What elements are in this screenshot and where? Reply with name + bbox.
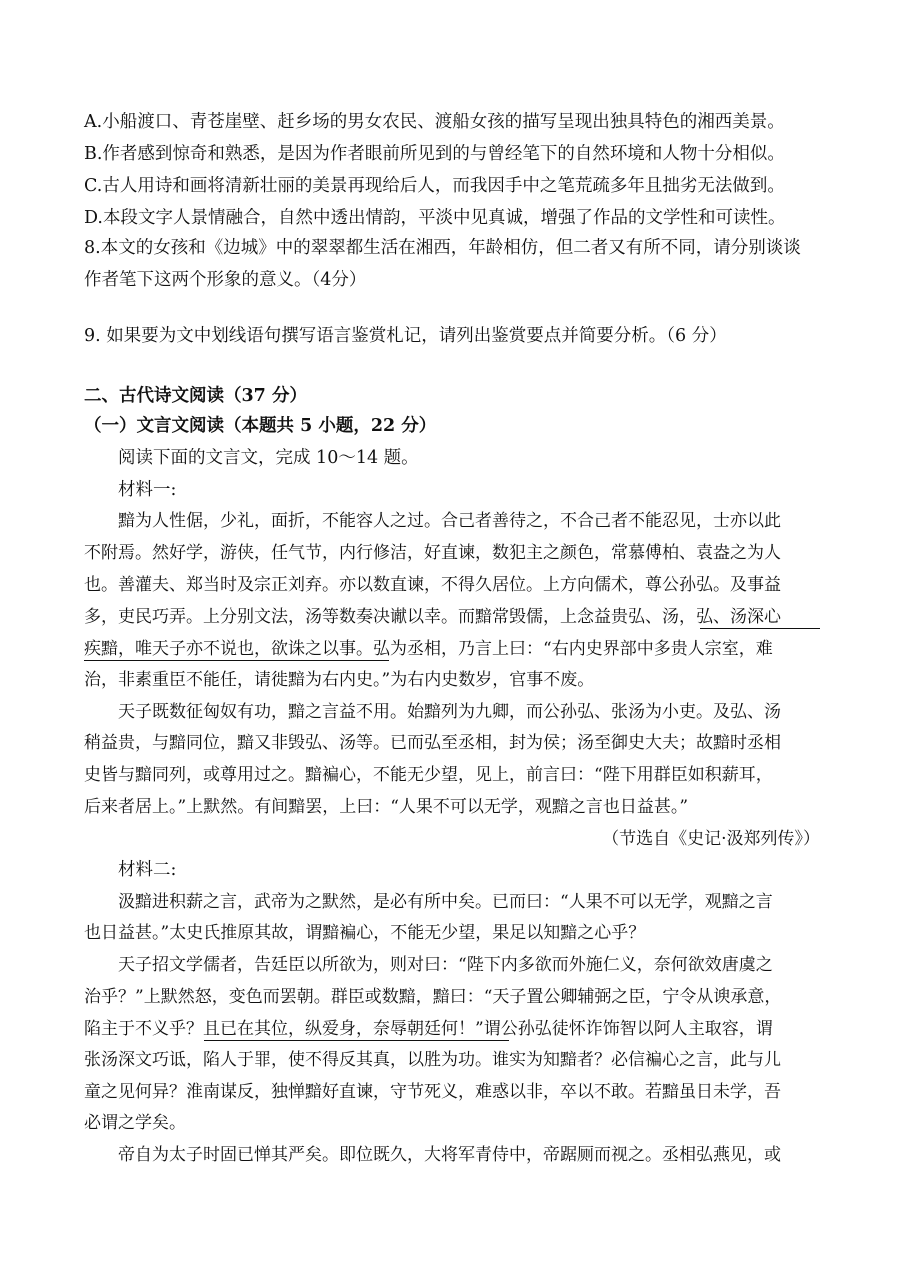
material-2-line: 治乎？”上默然怒，变色而罢朝。群臣或数黯，黯曰：“天子置公卿辅弼之臣，宁令从谀承意， [84,987,782,1007]
material-1-line: 不附焉。然好学，游侠，任气节，内行修洁，好直谏，数犯主之颜色，常慕傅柏、袁盎之为人 [84,543,781,563]
material-1-line: 疾黯，唯天子亦不说也，欲诛之以事。弘为丞相，乃言上曰：“右内史界部中多贵人宗室，难 [84,639,773,659]
option-c: C.古人用诗和画将清新壮丽的美景再现给后人，而我因手中之笔荒疏多年且拙劣无法做到。 [84,176,785,196]
material-1-label: 材料一: [118,480,177,500]
material-1-line: 黯为人性倨，少礼，面折，不能容人之过。合己者善待之，不合己者不能忍见，士亦以此 [118,511,781,531]
material-2-line: 必谓之学矣。 [84,1113,186,1133]
material-1-line: 治，非素重臣不能任，请徙黯为右内史。”为右内史数岁，官事不废。 [84,670,595,690]
question-8-line-2: 作者笔下这两个形象的意义。（4分） [84,270,367,290]
material-2-line: 陷主于不义乎？且已在其位，纵爱身，奈辱朝廷何！”谓公孙弘徒怀诈饰智以阿人主取容，谓 [84,1019,773,1039]
question-8-line-1: 8.本文的女孩和《边城》中的翠翠都生活在湘西，年龄相仿，但二者又有所不同，请分别谈谈 [84,238,801,258]
material-1-line: 多，吏民巧弄。上分别文法，汤等数奏决谳以幸。而黯常毁儒，上念益贵弘、汤，弘、汤深心 [84,607,781,627]
material-2-line: 张汤深文巧诋，陷人于罪，使不得反其真，以胜为功。谁实为知黯者？必信褊心之言，此与儿 [84,1050,781,1070]
material-1-line: 史皆与黯同列，或尊用过之。黯褊心，不能无少望，见上，前言曰：“陛下用群臣如积薪耳， [84,765,773,785]
material-2-line: 汲黯进积薪之言，武帝为之默然，是必有所中矣。已而曰：“人果不可以无学，观黯之言 [118,892,773,912]
instruction: 阅读下面的文言文，完成 10～14 题。 [118,448,419,468]
underline-mark [204,1040,509,1041]
material-1-line: 也。善灌夫、郑当时及宗正刘弃。亦以数直谏，不得久居位。上方向儒术，尊公孙弘。及事益 [84,575,781,595]
material-2-line: 童之见何异？淮南谋反，独惮黯好直谏，守节死义，难惑以非，卒以不敢。若黯虽日未学，吾 [84,1082,781,1102]
material-1-source: （节选自《史记·汲郑列传》） [602,829,820,849]
material-1-line: 稍益贵，与黯同位，黯又非毁弘、汤等。已而弘至丞相，封为侯；汤至御史大夫；故黯时丞相 [84,733,781,753]
section-title: 二、古代诗文阅读（37 分） [84,386,307,406]
subsection-title: （一）文言文阅读（本题共 5 小题，22 分） [84,416,437,436]
question-9: 9. 如果要为文中划线语句撰写语言鉴赏札记，请列出鉴赏要点并简要分析。（6 分） [84,326,727,346]
option-a: A.小船渡口、青苍崖壁、赶乡场的男女农民、渡船女孩的描写呈现出独具特色的湘西美景。 [84,112,785,132]
option-b: B.作者感到惊奇和熟悉，是因为作者眼前所见到的与曾经笔下的自然环境和人物十分相似。 [84,144,785,164]
material-2-line: 帝自为太子时固已惮其严矣。即位既久，大将军青侍中，帝踞厕而视之。丞相弘燕见，或 [118,1145,781,1165]
material-1-line: 后来者居上。”上默然。有间黯罢，上曰：“人果不可以无学，观黯之言也日益甚。” [84,797,689,817]
underline-mark [84,660,389,661]
material-2-label: 材料二: [118,860,177,880]
underline-mark [700,628,820,629]
material-2-line: 也日益甚。”太史氏推原其故，谓黯褊心，不能无少望，果足以知黯之心乎？ [84,923,646,943]
material-2-line: 天子招文学儒者，告廷臣以所欲为，则对曰：“陛下内多欲而外施仁义，奈何欲效唐虞之 [118,955,773,975]
material-1-line: 天子既数征匈奴有功，黯之言益不用。始黯列为九卿，而公孙弘、张汤为小吏。及弘、汤 [118,702,781,722]
option-d: D.本段文字人景情融合，自然中透出情韵，平淡中见真诚，增强了作品的文学性和可读性。 [84,208,786,228]
